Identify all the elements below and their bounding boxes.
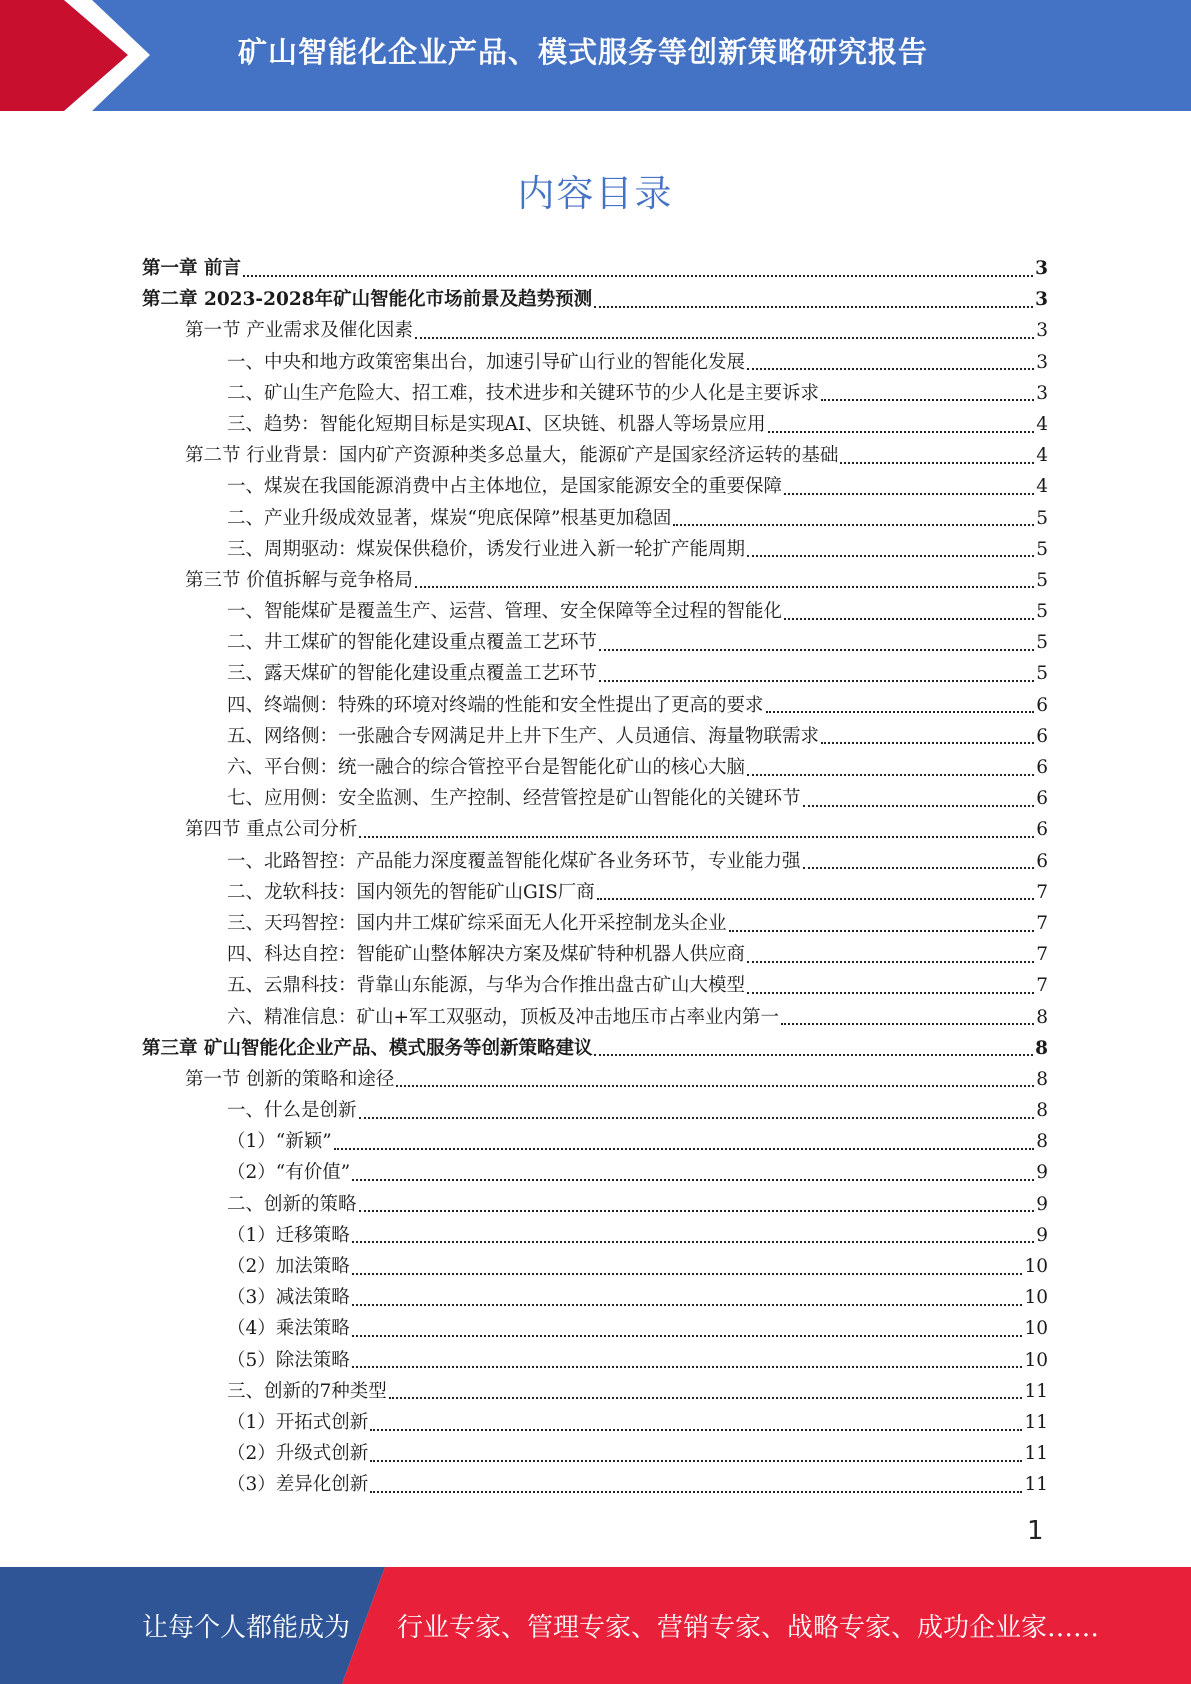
- toc-entry-page: 8: [1036, 1006, 1048, 1028]
- toc-entry[interactable]: [142, 752, 1048, 783]
- toc-leader-dots: [673, 524, 1034, 526]
- toc-entry-page: 3: [1035, 289, 1048, 311]
- toc-entry[interactable]: [142, 1407, 1048, 1438]
- toc-entry[interactable]: [142, 1126, 1048, 1157]
- toc-entry[interactable]: [142, 970, 1048, 1001]
- toc-leader-dots: [370, 1491, 1022, 1493]
- toc-leader-dots: [352, 1179, 1034, 1181]
- toc-entry-page: 10: [1024, 1256, 1048, 1277]
- toc-entry[interactable]: [142, 565, 1048, 596]
- toc-entry[interactable]: [142, 814, 1048, 845]
- toc-leader-dots: [352, 1366, 1023, 1368]
- footer-slogan-left: 让每个人都能成为: [142, 1613, 351, 1643]
- toc-entry-text: 第四节 重点公司分析: [185, 819, 358, 841]
- toc-entry-page: 4: [1036, 445, 1048, 467]
- toc-entry-text: 五、云鼎科技：背靠山东能源，与华为合作推出盘古矿山大模型: [227, 975, 746, 997]
- toc-entry-text: 三、露天煤矿的智能化建设重点覆盖工艺环节: [227, 663, 598, 685]
- toc-entry-page: 6: [1036, 725, 1048, 747]
- toc-entry-page: 6: [1036, 788, 1048, 810]
- page-number: 1: [1027, 1516, 1044, 1546]
- page-header: [0, 0, 1191, 111]
- toc-entry-text: 六、平台侧：统一融合的综合管控平台是智能化矿山的核心大脑: [227, 757, 746, 778]
- toc-entry-text: 一、北路智控：产品能力深度覆盖智能化煤矿各业务环节，专业能力强: [227, 850, 801, 872]
- toc-entry-text: 六、精准信息：矿山+军工双驱动，顶板及冲击地压市占率业内第一: [227, 1006, 780, 1028]
- toc-entry-text: 二、龙软科技：国内领先的智能矿山GIS厂商: [227, 881, 595, 903]
- toc-entry-page: 5: [1036, 601, 1048, 623]
- toc-entry-page: 5: [1036, 538, 1048, 560]
- toc-entry-text: （3）差异化创新: [227, 1474, 369, 1496]
- toc-entry-text: （1）迁移策略: [227, 1224, 350, 1246]
- toc-entry-page: 5: [1036, 632, 1048, 654]
- toc-entry-page: 11: [1024, 1380, 1048, 1402]
- toc-entry[interactable]: [142, 1095, 1048, 1126]
- toc-entry[interactable]: [142, 721, 1048, 752]
- toc-leader-dots: [768, 431, 1035, 433]
- report-title: 矿山智能化企业产品、模式服务等创新策略研究报告: [238, 35, 929, 69]
- toc-entry-text: 第一节 产业需求及催化因素: [185, 320, 413, 342]
- toc-entry-page: 7: [1036, 944, 1048, 966]
- toc-leader-dots: [599, 680, 1034, 682]
- toc-entry[interactable]: [142, 627, 1048, 658]
- toc-entry[interactable]: [142, 1220, 1048, 1251]
- toc-entry-page: 3: [1036, 382, 1048, 404]
- toc-entry[interactable]: [142, 908, 1048, 939]
- toc-entry-text: 二、产业升级成效显著，煤炭“兜底保障”根基更加稳固: [227, 507, 672, 529]
- toc-entry-page: 8: [1035, 1037, 1048, 1059]
- toc-entry-page: 8: [1036, 1131, 1048, 1153]
- toc-entry[interactable]: [142, 471, 1048, 502]
- toc-entry[interactable]: [142, 1033, 1048, 1064]
- toc-entry[interactable]: [142, 1189, 1048, 1220]
- toc-entry[interactable]: [142, 409, 1048, 440]
- toc-entry-text: 二、创新的策略: [227, 1193, 357, 1215]
- page-footer: [0, 1567, 1191, 1684]
- toc-entry-text: 一、煤炭在我国能源消费中占主体地位，是国家能源安全的重要保障: [227, 476, 783, 498]
- toc-entry-page: 6: [1036, 819, 1048, 841]
- toc-leader-dots: [803, 867, 1035, 869]
- toc-entry-page: 4: [1036, 413, 1048, 435]
- toc-entry[interactable]: [142, 534, 1048, 565]
- toc-entry[interactable]: [142, 939, 1048, 970]
- toc-leader-dots: [747, 992, 1034, 994]
- toc-entry[interactable]: [142, 284, 1048, 315]
- toc-entry-text: 二、矿山生产危险大、招工难，技术进步和关键环节的少人化是主要诉求: [227, 382, 820, 404]
- toc-entry[interactable]: [142, 1002, 1048, 1033]
- toc-entry-text: 三、创新的7种类型: [227, 1380, 387, 1402]
- toc-entry-page: 11: [1024, 1411, 1048, 1433]
- toc-entry[interactable]: [142, 1345, 1048, 1376]
- toc-entry-page: 5: [1036, 663, 1048, 685]
- toc-entry[interactable]: [142, 783, 1048, 814]
- toc-entry-page: 7: [1036, 881, 1048, 903]
- toc-entry-page: 10: [1024, 1318, 1048, 1340]
- toc-entry-text: 三、天玛智控：国内井工煤矿综采面无人化开采控制龙头企业: [227, 912, 727, 934]
- toc-leader-dots: [352, 1273, 1023, 1275]
- toc-heading: 内容目录: [517, 172, 674, 215]
- toc-entry[interactable]: [142, 1282, 1048, 1313]
- toc-leader-dots: [747, 368, 1034, 370]
- toc-entry-page: 4: [1036, 476, 1048, 498]
- toc-entry-text: （1）开拓式创新: [227, 1411, 369, 1433]
- toc-leader-dots: [352, 1241, 1034, 1243]
- toc-entry-text: 第二节 行业背景：国内矿产资源种类多总量大，能源矿产是国家经济运转的基础: [185, 445, 839, 467]
- toc-leader-dots: [784, 618, 1034, 620]
- toc-leader-dots: [370, 1429, 1022, 1431]
- toc-leader-dots: [781, 1023, 1034, 1025]
- toc-entry-text: 四、终端侧：特殊的环境对终端的性能和安全性提出了更高的要求: [227, 694, 764, 716]
- toc-entry[interactable]: [142, 596, 1048, 627]
- toc-leader-dots: [821, 742, 1034, 744]
- footer-slogan-right: 行业专家、管理专家、营销专家、战略专家、成功企业家……: [397, 1613, 1100, 1643]
- toc-entry[interactable]: [142, 1313, 1048, 1344]
- toc-entry-text: 第三节 价值拆解与竞争格局: [185, 569, 413, 591]
- toc-entry-page: 9: [1036, 1193, 1048, 1215]
- toc-leader-dots: [766, 711, 1035, 713]
- toc-entry-page: 8: [1036, 1068, 1048, 1090]
- toc-entry-text: 四、科达自控：智能矿山整体解决方案及煤矿特种机器人供应商: [227, 944, 746, 966]
- toc-leader-dots: [352, 1335, 1023, 1337]
- toc-entry[interactable]: [142, 846, 1048, 877]
- toc-leader-dots: [594, 306, 1033, 308]
- toc-leader-dots: [359, 1210, 1035, 1212]
- toc-entry-page: 10: [1024, 1287, 1048, 1309]
- toc-entry[interactable]: [142, 1469, 1048, 1500]
- toc-entry-page: 6: [1036, 694, 1048, 716]
- toc-entry-text: （2）加法策略: [227, 1256, 350, 1277]
- toc-leader-dots: [729, 930, 1035, 932]
- toc-entry-page: 6: [1036, 850, 1048, 872]
- toc-entry-text: 三、趋势：智能化短期目标是实现AI、区块链、机器人等场景应用: [227, 413, 766, 435]
- toc-leader-dots: [334, 1148, 1035, 1150]
- toc-leader-dots: [389, 1397, 1023, 1399]
- toc-leader-dots: [747, 961, 1034, 963]
- toc-entry[interactable]: [142, 1064, 1048, 1095]
- toc-leader-dots: [840, 462, 1034, 464]
- toc-entry-text: 第一节 创新的策略和途径: [185, 1068, 395, 1090]
- toc-leader-dots: [359, 836, 1034, 838]
- toc-entry-page: 3: [1035, 258, 1048, 279]
- toc-entry[interactable]: [142, 1438, 1048, 1469]
- toc-entry-text: 一、什么是创新: [227, 1100, 357, 1122]
- toc-entry-text: 七、应用侧：安全监测、生产控制、经营管控是矿山智能化的关键环节: [227, 788, 801, 810]
- toc-leader-dots: [415, 337, 1034, 339]
- toc-leader-dots: [352, 1304, 1023, 1306]
- toc-entry-text: 三、周期驱动：煤炭保供稳价，诱发行业进入新一轮扩产能周期: [227, 538, 746, 560]
- toc-entry-page: 7: [1036, 975, 1048, 997]
- toc-entry[interactable]: [142, 1157, 1048, 1188]
- toc-entry-text: 一、中央和地方政策密集出台，加速引导矿山行业的智能化发展: [227, 351, 746, 373]
- toc-entry-page: 5: [1036, 507, 1048, 529]
- toc-entry[interactable]: [142, 253, 1048, 284]
- toc-leader-dots: [599, 649, 1034, 651]
- toc-entry-page: 8: [1036, 1100, 1048, 1122]
- toc-entry-text: 第一章 前言: [142, 258, 241, 279]
- toc-entry-page: 11: [1024, 1474, 1048, 1496]
- toc-entry[interactable]: [142, 347, 1048, 378]
- toc-entry-page: 6: [1036, 757, 1048, 778]
- toc-entry-page: 9: [1036, 1162, 1048, 1184]
- toc-entry-page: 11: [1024, 1443, 1048, 1465]
- toc-entry-text: 第二章 2023-2028年矿山智能化市场前景及趋势预测: [142, 289, 593, 311]
- toc-leader-dots: [803, 805, 1035, 807]
- toc-entry[interactable]: [142, 1251, 1048, 1282]
- toc-entry-page: 5: [1036, 569, 1048, 591]
- toc-entry-text: 五、网络侧：一张融合专网满足井上井下生产、人员通信、海量物联需求: [227, 725, 820, 747]
- toc-leader-dots: [747, 555, 1034, 557]
- toc-entry[interactable]: [142, 690, 1048, 721]
- toc-entry-text: （2）“有价值”: [227, 1162, 351, 1184]
- toc-entry-text: 第三章 矿山智能化企业产品、模式服务等创新策略建议: [142, 1037, 593, 1059]
- toc-leader-dots: [784, 493, 1034, 495]
- toc-entry-text: 二、井工煤矿的智能化建设重点覆盖工艺环节: [227, 632, 598, 654]
- toc-leader-dots: [747, 774, 1034, 776]
- toc-leader-dots: [396, 1085, 1034, 1087]
- toc-leader-dots: [243, 275, 1033, 277]
- toc-leader-dots: [359, 1117, 1035, 1119]
- toc-entry[interactable]: [142, 1376, 1048, 1407]
- toc-entry-page: 9: [1036, 1224, 1048, 1246]
- toc-leader-dots: [594, 1054, 1033, 1056]
- toc-leader-dots: [370, 1460, 1022, 1462]
- toc-entry-text: （5）除法策略: [227, 1349, 350, 1371]
- toc-entry[interactable]: [142, 378, 1048, 409]
- toc-entry[interactable]: [142, 503, 1048, 534]
- toc-leader-dots: [415, 586, 1034, 588]
- toc-leader-dots: [597, 898, 1034, 900]
- toc-entry-page: 7: [1036, 912, 1048, 934]
- toc-entry-page: 3: [1036, 351, 1048, 373]
- table-of-contents: [142, 253, 1048, 1501]
- toc-entry[interactable]: [142, 315, 1048, 346]
- toc-entry-text: 一、智能煤矿是覆盖生产、运营、管理、安全保障等全过程的智能化: [227, 601, 783, 623]
- toc-entry[interactable]: [142, 658, 1048, 689]
- toc-entry-text: （3）减法策略: [227, 1287, 350, 1309]
- toc-leader-dots: [821, 399, 1034, 401]
- toc-entry-text: （2）升级式创新: [227, 1443, 369, 1465]
- toc-entry-page: 3: [1036, 320, 1048, 342]
- toc-entry-text: （1）“新颖”: [227, 1131, 332, 1153]
- toc-entry-page: 10: [1024, 1349, 1048, 1371]
- toc-entry-text: （4）乘法策略: [227, 1318, 350, 1340]
- toc-entry[interactable]: [142, 440, 1048, 471]
- toc-entry[interactable]: [142, 877, 1048, 908]
